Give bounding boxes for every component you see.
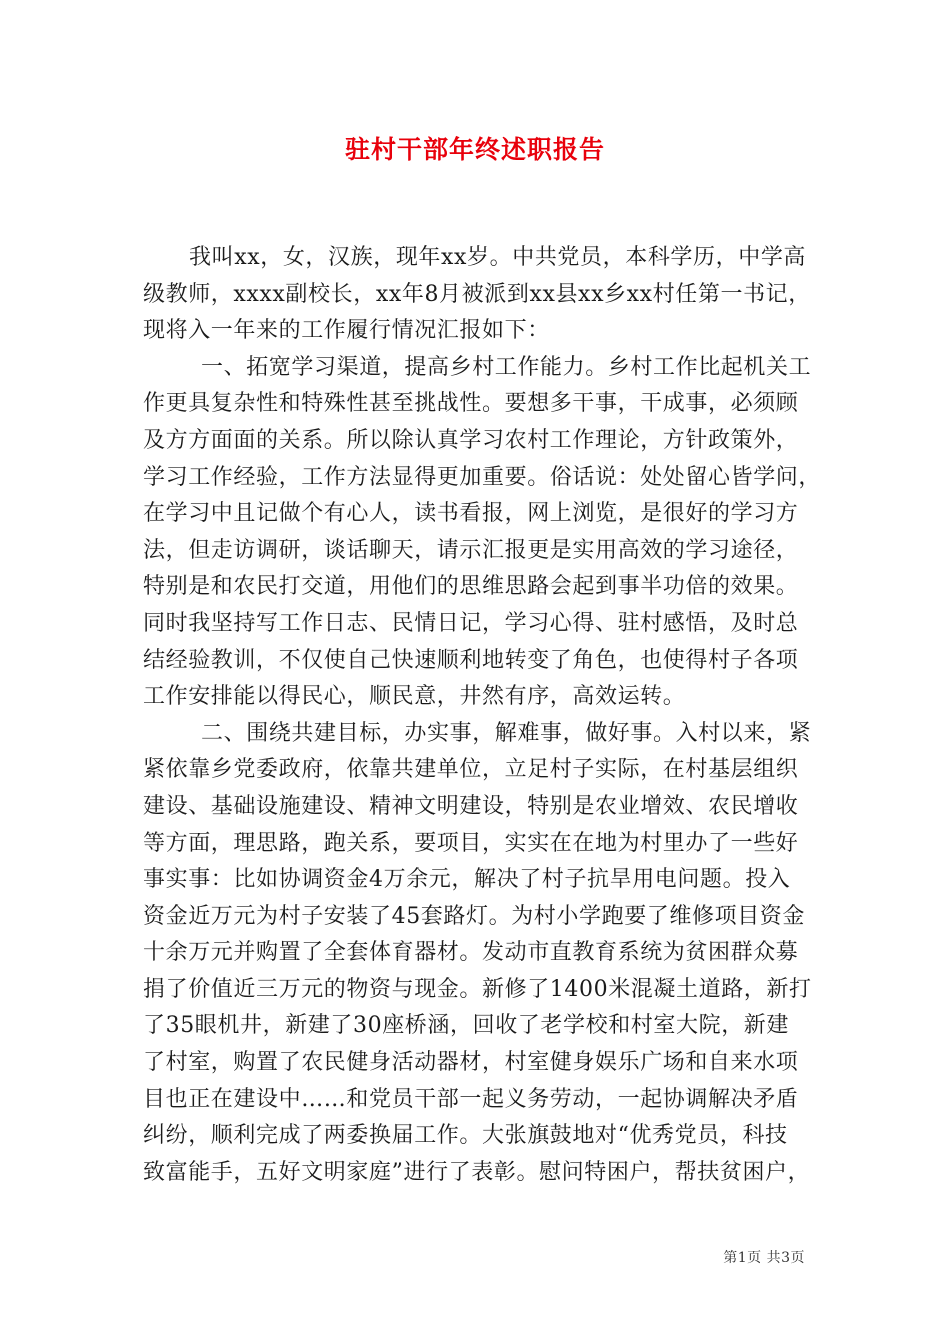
text-line: 事实事：比如协调资金4万余元，解决了村子抗旱用电问题。投入 [143, 867, 791, 893]
paragraph-intro [143, 240, 815, 350]
page-number: 第1页 共3页 [723, 1250, 805, 1266]
text-line: 一、拓宽学习渠道，提高乡村工作能力。乡村工作比起机关工 [201, 354, 812, 380]
text-line: 现将入一年来的工作履行情况汇报如下： [143, 318, 550, 344]
text-line: 目也正在建设中……和党员干部一起义务劳动，一起协调解决矛盾 [143, 1086, 799, 1112]
text-line: 建设、基础设施建设、精神文明建设，特别是农业增效、农民增收 [143, 793, 799, 819]
text-line: 资金近万元为村子安装了45套路灯。为村小学跑要了维修项目资金 [143, 903, 805, 929]
text-line: 在学习中且记做个有心人，读书看报，网上浏览，是很好的学习方 [143, 501, 799, 527]
text-line: 了村室，购置了农民健身活动器材，村室健身娱乐广场和自来水项 [143, 1050, 799, 1076]
text-line: 紧依靠乡党委政府，依靠共建单位，立足村子实际，在村基层组织 [143, 757, 799, 783]
text-line: 工作安排能以得民心，顺民意，井然有序，高效运转。 [143, 684, 686, 710]
text-line: 级教师，xxxx副校长，xx年8月被派到xx县xx乡xx村任第一书记， [143, 281, 811, 307]
paragraph-section-1 [143, 350, 822, 716]
text-line: 等方面，理思路，跑关系，要项目，实实在在地为村里办了一些好 [143, 830, 799, 856]
text-line: 作更具复杂性和特殊性甚至挑战性。要想多干事，干成事，必须顾 [143, 391, 799, 417]
text-line: 十余万元并购置了全套体育器材。发动市直教育系统为贫困群众募 [143, 940, 799, 966]
text-line: 结经验教训，不仅使自己快速顺利地转变了角色，也使得村子各项 [143, 647, 799, 673]
text-line: 及方方面面的关系。所以除认真学习农村工作理论，方针政策外， [143, 427, 799, 453]
document-body [143, 240, 822, 1191]
text-line: 学习工作经验，工作方法显得更加重要。俗话说：处处留心皆学问， [143, 464, 822, 490]
text-line: 纠纷，顺利完成了两委换届工作。大张旗鼓地对“优秀党员，科技 [143, 1123, 788, 1149]
text-line: 法，但走访调研，谈话聊天，请示汇报更是实用高效的学习途径， [143, 537, 799, 563]
text-line: 捐了价值近三万元的物资与现金。新修了1400米混凝土道路，新打 [143, 976, 812, 1002]
text-line: 致富能手，五好文明家庭”进行了表彰。慰问特困户，帮扶贫困户， [143, 1159, 811, 1185]
text-line: 特别是和农民打交道，用他们的思维思路会起到事半功倍的效果。 [143, 574, 799, 600]
document-title: 驻村干部年终述职报告 [344, 135, 605, 164]
text-line: 了35眼机井，新建了30座桥涵，回收了老学校和村室大院，新建 [143, 1013, 789, 1039]
text-line: 我叫xx，女，汉族，现年xx岁。中共党员，本科学历，中学高 [189, 245, 807, 270]
text-line: 同时我坚持写工作日志、民情日记，学习心得、驻村感悟，及时总 [143, 610, 799, 636]
text-line: 二、围绕共建目标，办实事，解难事，做好事。入村以来，紧 [201, 720, 812, 746]
paragraph-section-2 [143, 716, 815, 1192]
